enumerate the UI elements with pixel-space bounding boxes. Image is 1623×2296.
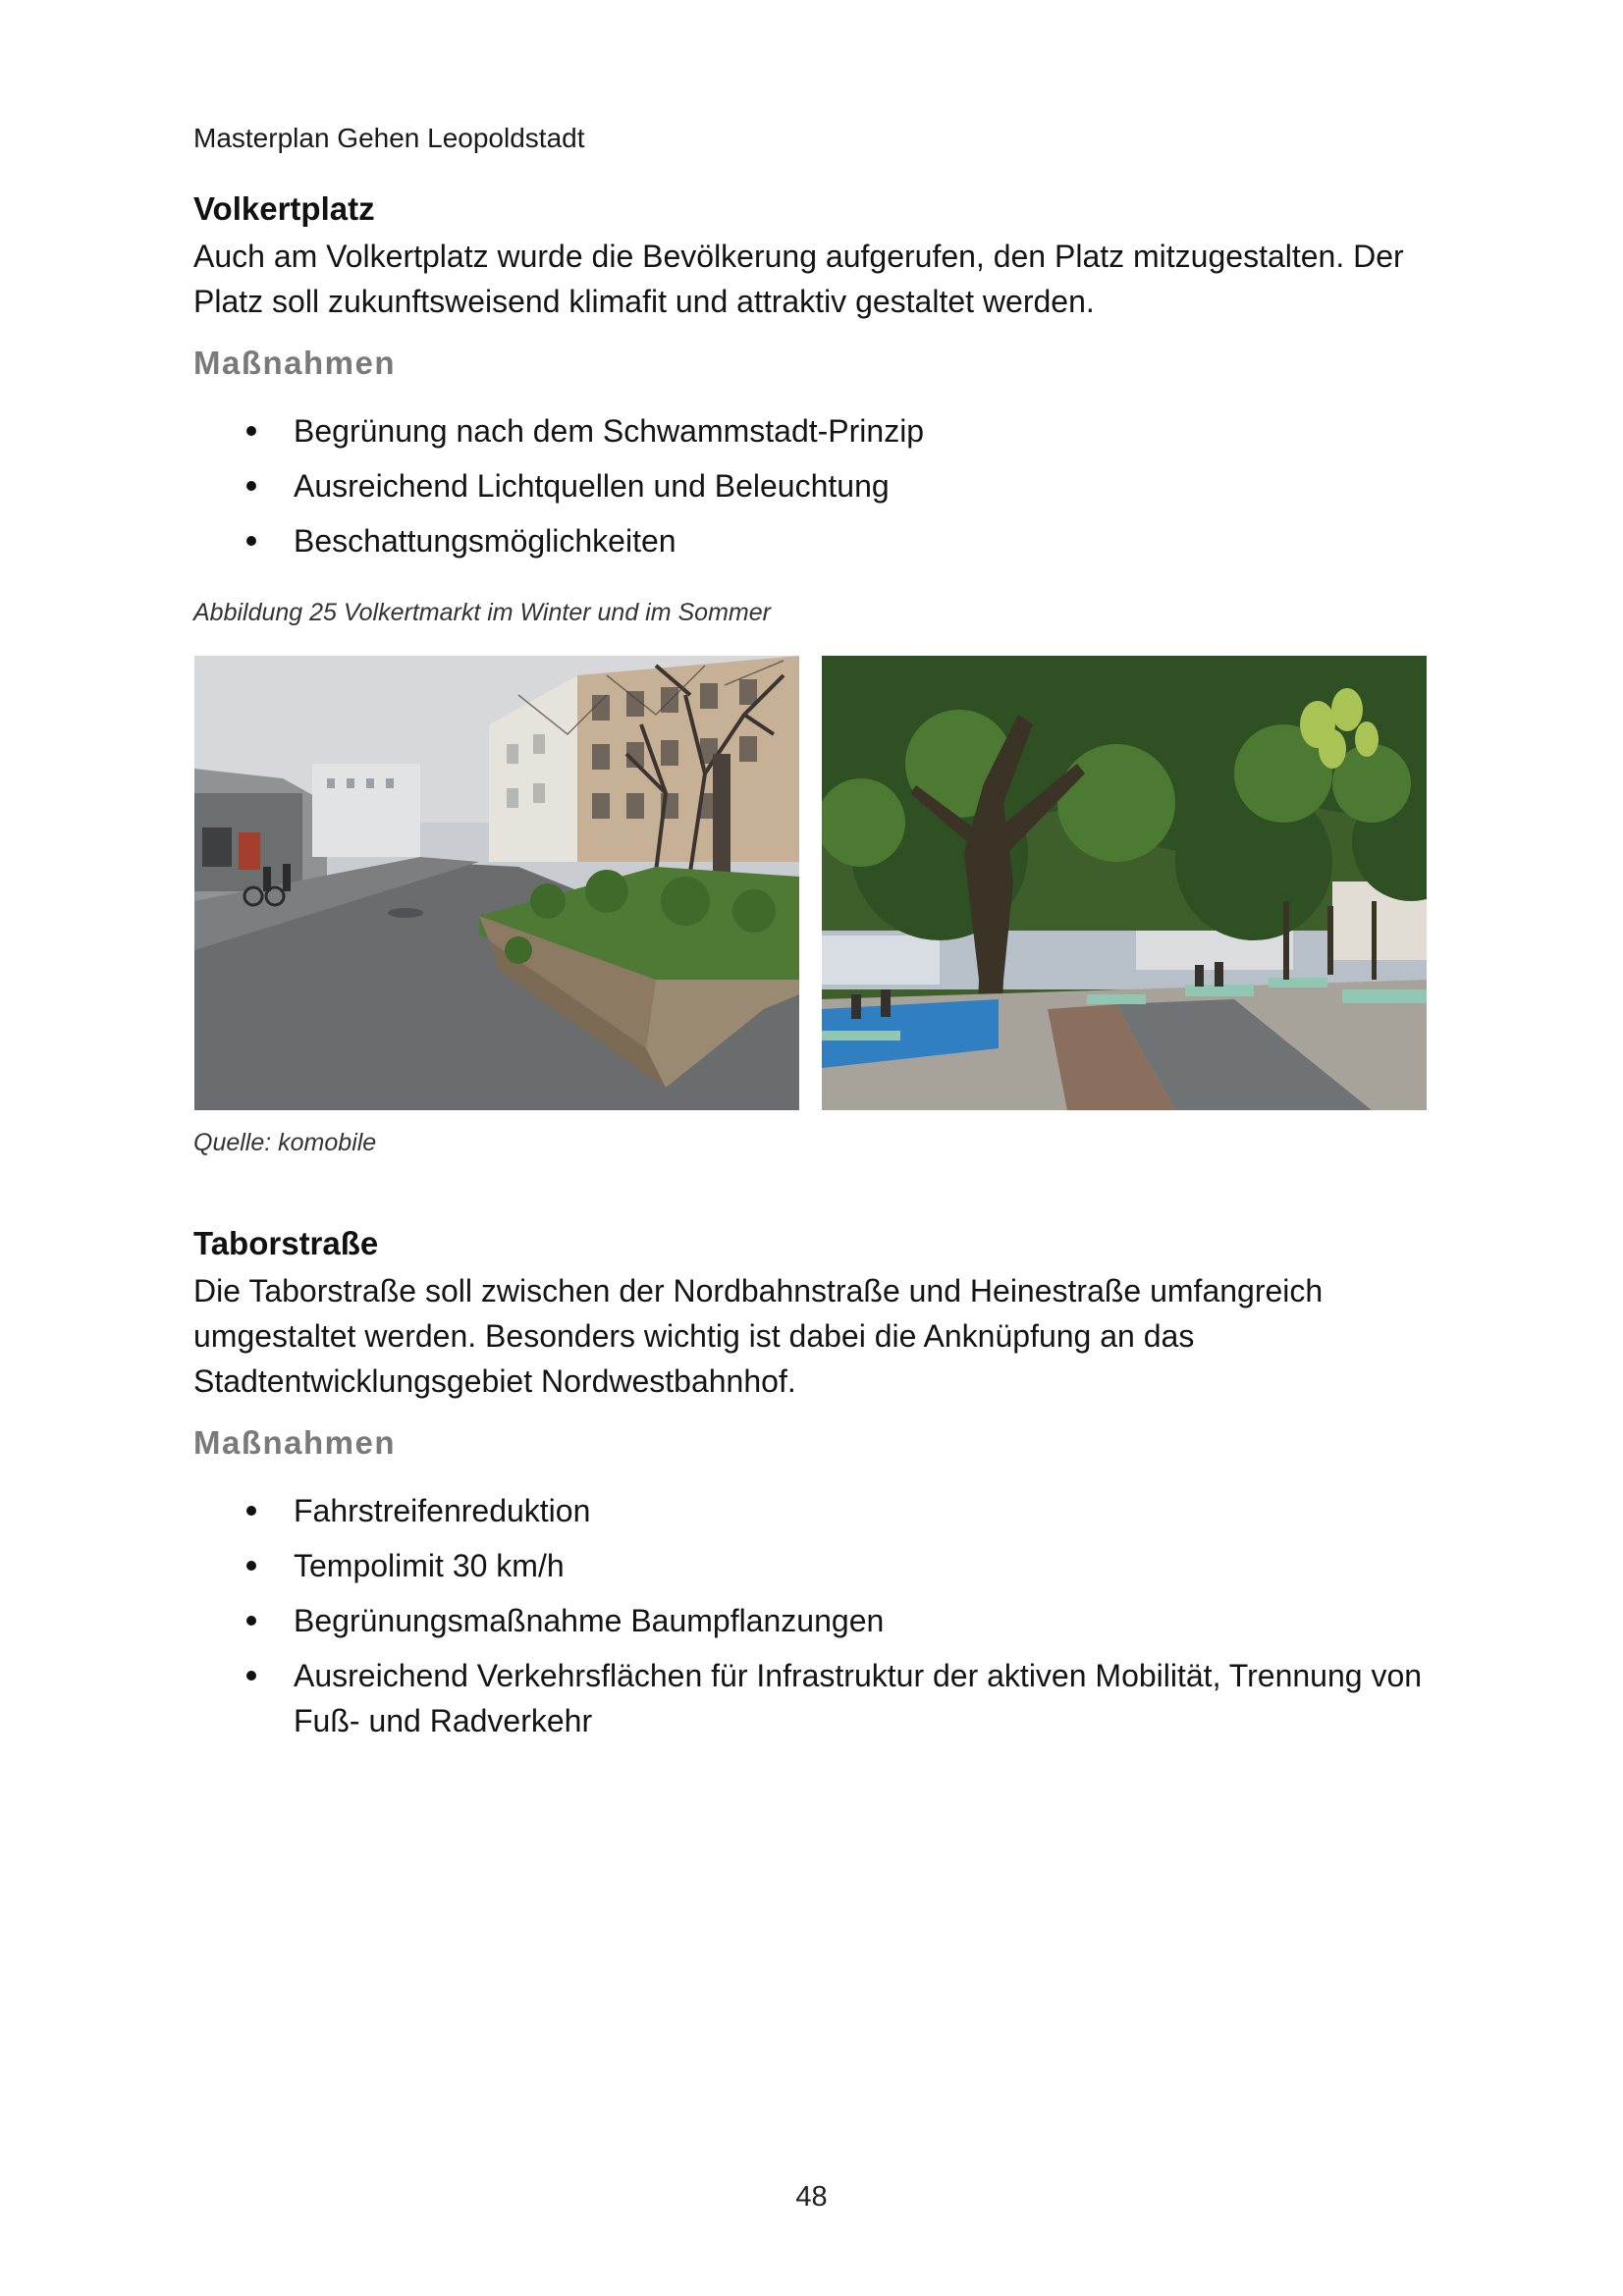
summer-square-photo [822,656,1427,1110]
bullet-icon [246,426,256,436]
list-item [193,463,1440,508]
measures-heading-taborstrasse: Maßnahmen [193,1424,397,1461]
list-item-text: Begrünungsmaßnahme Baumpflanzungen [294,1603,885,1638]
list-item [193,1598,1440,1643]
list-item [193,1653,1440,1743]
list-item-text: Tempolimit 30 km/h [294,1548,565,1583]
figure-caption: Abbildung 25 Volkertmarkt im Winter und im Sommer [193,599,771,626]
list-item-text: Ausreichend Verkehrsflächen für Infrastruktur der aktiven Mobilität, Trennung von Fuß- und Radverkehr [294,1658,1423,1738]
list-item [193,408,1440,454]
list-item-text: Ausreichend Lichtquellen und Beleuchtung [294,468,890,504]
measures-heading-volkertplatz: Maßnahmen [193,345,397,381]
taborstrasse-paragraph: Die Taborstraße soll zwischen der Nordbahnstraße und Heinestraße umfangreich umgestaltet werden. Besonders wichtig ist dabei die Anknüpfung an das Stadtentwicklungsgebiet Nordwestbahnhof. [193,1273,1324,1399]
list-item-text: Beschattungsmöglichkeiten [294,523,676,559]
bullet-icon [246,1561,256,1571]
list-item [193,518,1440,563]
figure-source: Quelle: komobile [193,1129,377,1156]
list-item [193,1488,1440,1533]
section-title-volkertplatz: Volkertplatz [193,190,375,227]
bullet-icon [246,1616,256,1626]
bullet-icon [246,536,256,546]
bullet-icon [246,1671,256,1681]
list-item-text: Begrünung nach dem Schwammstadt-Prinzip [294,413,925,449]
measures-list-taborstrasse [193,1488,1440,1753]
page-number: 48 [795,2181,828,2213]
volkertplatz-paragraph: Auch am Volkertplatz wurde die Bevölkerung aufgerufen, den Platz mitzugestalten. Der Platz soll zukunftsweisend klimafit und attraktiv gestaltet werden. [193,239,1404,319]
winter-street-photo [194,656,799,1110]
list-item-text: Fahrstreifenreduktion [294,1493,591,1528]
bullet-icon [246,481,256,491]
bullet-icon [246,1506,256,1516]
running-header: Masterplan Gehen Leopoldstadt [193,123,585,153]
measures-list-volkertplatz [193,408,1440,573]
list-item [193,1543,1440,1588]
section-title-taborstrasse: Taborstraße [193,1225,379,1261]
